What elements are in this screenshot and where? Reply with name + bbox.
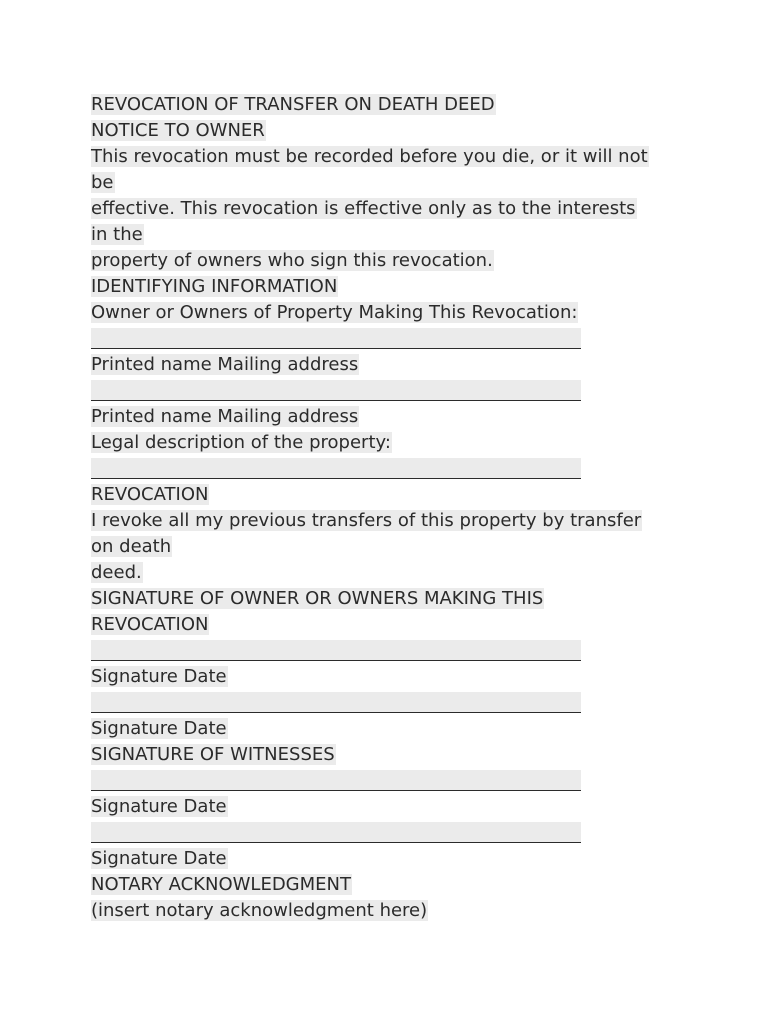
owner-signature-heading: SIGNATURE OF OWNER OR OWNERS MAKING THIS	[91, 588, 544, 609]
notice-heading: NOTICE TO OWNER	[91, 120, 265, 141]
witness-signature-blank-1[interactable]	[91, 768, 581, 794]
notary-heading: NOTARY ACKNOWLEDGMENT	[91, 874, 351, 895]
blank-fill	[91, 640, 581, 660]
blank-underline	[91, 660, 581, 661]
blank-underline	[91, 842, 581, 843]
revocation-line: on death	[91, 536, 172, 557]
notice-line: effective. This revocation is effective only as to the interests	[91, 198, 636, 219]
blank-fill	[91, 770, 581, 790]
owner-signature-blank-1[interactable]	[91, 638, 581, 664]
blank-fill	[91, 380, 581, 400]
blank-underline	[91, 478, 581, 479]
blank-fill	[91, 328, 581, 348]
witness-signature-blank-2[interactable]	[91, 820, 581, 846]
document-title: REVOCATION OF TRANSFER ON DEATH DEED	[91, 94, 495, 115]
blank-underline	[91, 348, 581, 349]
identifying-heading: IDENTIFYING INFORMATION	[91, 276, 338, 297]
notice-line: be	[91, 172, 114, 193]
blank-fill	[91, 822, 581, 842]
notice-line: in the	[91, 224, 143, 245]
revocation-line: deed.	[91, 562, 142, 583]
witness-signature-caption-1: Signature Date	[91, 796, 227, 817]
witness-heading: SIGNATURE OF WITNESSES	[91, 744, 335, 765]
owner-caption-1: Printed name Mailing address	[91, 354, 359, 375]
blank-underline	[91, 790, 581, 791]
owner-signature-caption-2: Signature Date	[91, 718, 227, 739]
owner-signature-caption-1: Signature Date	[91, 666, 227, 687]
owner-signature-blank-2[interactable]	[91, 690, 581, 716]
revocation-line: I revoke all my previous transfers of this property by transfer	[91, 510, 642, 531]
blank-fill	[91, 692, 581, 712]
document-body	[91, 92, 691, 924]
owner-caption-2: Printed name Mailing address	[91, 406, 359, 427]
legal-description-label: Legal description of the property:	[91, 432, 391, 453]
blank-fill	[91, 458, 581, 478]
owner-signature-heading: REVOCATION	[91, 614, 209, 635]
blank-underline	[91, 400, 581, 401]
owners-label: Owner or Owners of Property Making This Revocation:	[91, 302, 578, 323]
revocation-heading: REVOCATION	[91, 484, 209, 505]
witness-signature-caption-2: Signature Date	[91, 848, 227, 869]
owner-name-blank-2[interactable]	[91, 378, 581, 404]
notary-note: (insert notary acknowledgment here)	[91, 900, 428, 921]
owner-name-blank-1[interactable]	[91, 326, 581, 352]
notice-line: This revocation must be recorded before you die, or it will not	[91, 146, 648, 167]
legal-description-blank[interactable]	[91, 456, 581, 482]
blank-underline	[91, 712, 581, 713]
notice-line: property of owners who sign this revocation.	[91, 250, 493, 271]
